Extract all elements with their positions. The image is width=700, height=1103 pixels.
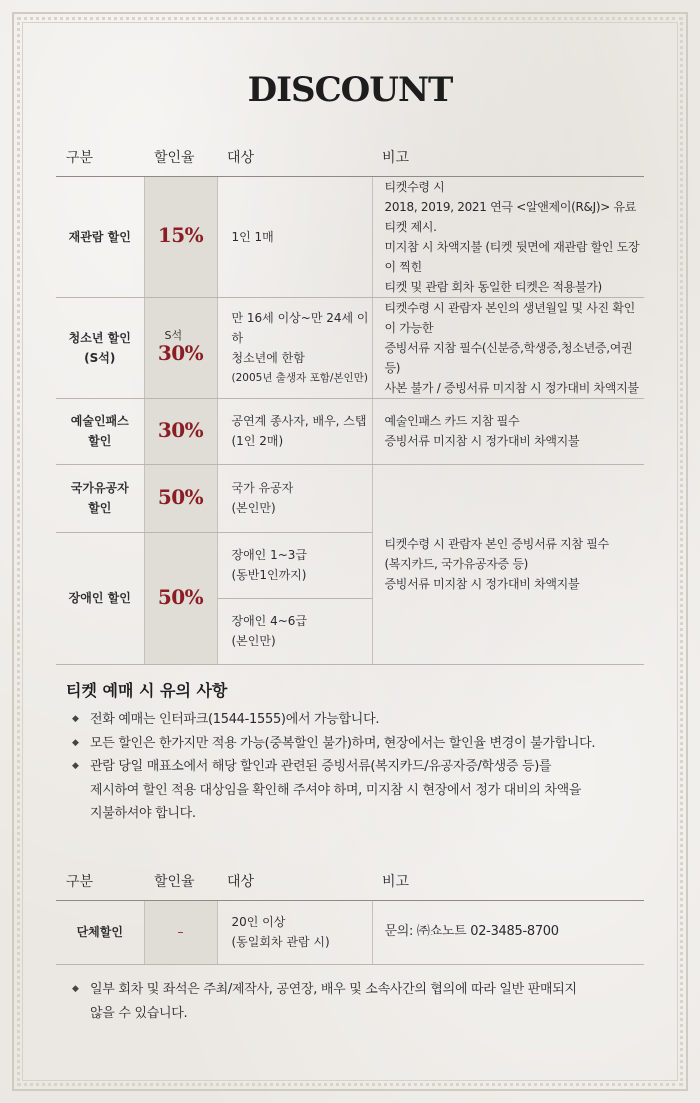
- notice-text: 전화 예매는 인터파크(1544-1555)에서 가능합니다.: [90, 712, 380, 727]
- target-line: 만 16세 이상~만 24세 이하: [231, 310, 369, 345]
- target-line: 20인 이상: [231, 915, 286, 929]
- note-line: 미지참 시 차액지불 (티켓 뒷면에 재관람 할인 도장이 찍힌: [384, 239, 640, 274]
- footnote-text: 않을 수 있습니다.: [90, 1005, 188, 1021]
- list-item: [72, 978, 632, 1002]
- target-line: 청소년에 한함: [231, 350, 305, 365]
- rate-cell: [144, 464, 217, 532]
- header-category: 구분: [56, 862, 144, 900]
- note-cell: [372, 900, 644, 964]
- target-line: (1인 2매): [231, 434, 284, 448]
- category-cell: [56, 900, 144, 964]
- category-cell: [56, 464, 144, 532]
- table-row: [56, 464, 644, 532]
- target-line: 공연계 종사자, 배우, 스탭: [231, 414, 367, 428]
- diamond-bullet-icon: ◆: [72, 761, 79, 771]
- list-item: [72, 732, 652, 756]
- note-line: 증빙서류 미지참 시 정가대비 차액지불: [384, 577, 580, 591]
- header-rate: 할인율: [144, 862, 217, 900]
- target-line: (본인만): [231, 634, 276, 648]
- target-cell: [217, 532, 372, 598]
- header-category: 구분: [56, 138, 144, 176]
- group-discount-table: [56, 862, 644, 965]
- category-cell: [56, 297, 144, 398]
- note-cell: [372, 297, 644, 398]
- category-label: 장애인 할인: [68, 591, 131, 605]
- notice-text: 지불하셔야 합니다.: [90, 806, 196, 821]
- table-row: [56, 176, 644, 297]
- category-cell: [56, 532, 144, 664]
- target-cell: [217, 598, 372, 664]
- diamond-bullet-icon: ◆: [72, 737, 79, 748]
- header-rate: 할인율: [144, 138, 217, 176]
- note-line: 증빙서류 미지참 시 정가대비 차액지불: [384, 434, 580, 448]
- target-line: 국가 유공자: [231, 481, 294, 495]
- notice-text: 관람 당일 매표소에서 해당 할인과 관련된 증빙서류(복지카드/유공자증/학생증 등)를: [90, 759, 552, 774]
- note-line: 예술인패스 카드 지참 필수: [384, 414, 520, 428]
- notice-text: 제시하여 할인 적용 대상임을 확인해 주셔야 하며, 미지참 시 현장에서 정가 대비의 차액을: [90, 782, 582, 798]
- target-line: (본인만): [231, 501, 276, 515]
- footnote: [72, 978, 632, 1025]
- rate-cell: [144, 297, 217, 398]
- note-line: 티켓수령 시 관람자 본인의 생년월일 및 사진 확인이 가능한: [384, 300, 635, 335]
- contact-text: 문의: ㈜쇼노트 02-3485-8700: [384, 924, 559, 939]
- table-header-row: [56, 862, 644, 900]
- list-item-continuation: [72, 779, 652, 803]
- list-item-continuation: [72, 802, 652, 826]
- category-label: 국가유공자: [70, 481, 129, 495]
- category-label: 재관람 할인: [68, 229, 131, 244]
- table-header-row: [56, 138, 644, 176]
- rate-value: 30%: [157, 417, 204, 442]
- note-cell: [372, 398, 644, 464]
- target-line: (동반1인까지): [231, 568, 307, 582]
- category-cell: [56, 398, 144, 464]
- note-cell: [372, 176, 644, 297]
- group-table-wrapper: [56, 862, 644, 965]
- target-cell: [217, 464, 372, 532]
- rate-value: 50%: [157, 484, 204, 509]
- category-label-sub: 할인: [88, 501, 112, 515]
- diamond-bullet-icon: ◆: [72, 714, 79, 724]
- target-label: 1인 1매: [231, 229, 274, 244]
- note-line: 2018, 2019, 2021 연극 <알앤제이(R&J)> 유료티켓 제시.: [384, 199, 637, 234]
- table-row: [56, 398, 644, 464]
- notice-text: 모든 할인은 한가지만 적용 가능(중복할인 불가)하며, 현장에서는 할인율 변경이 불가합니다.: [90, 735, 596, 751]
- category-label: 예술인패스: [70, 414, 129, 428]
- page-title: DISCOUNT: [247, 70, 453, 110]
- target-cell: [217, 398, 372, 464]
- note-line: 티켓수령 시: [384, 179, 445, 194]
- table-row: [56, 297, 644, 398]
- rate-cell: [144, 532, 217, 664]
- table-row: [56, 900, 644, 964]
- rate-value: 15%: [157, 223, 204, 247]
- rate-cell: [144, 398, 217, 464]
- discount-table: [56, 138, 644, 665]
- category-label: 단체할인: [76, 925, 123, 939]
- note-line: 사본 불가 / 증빙서류 미지참 시 정가대비 차액지불: [384, 380, 639, 395]
- target-cell: [217, 900, 372, 964]
- note-line: 티켓 및 관람 회차 동일한 티켓은 적용불가): [384, 279, 602, 294]
- list-item-continuation: [72, 1002, 632, 1026]
- target-line: 장애인 1~3급: [231, 548, 308, 562]
- header-target: 대상: [217, 862, 372, 900]
- shared-note-cell: [372, 464, 644, 664]
- list-item: [72, 755, 652, 779]
- target-sub-line: (2005년 출생자 포함/본인만): [231, 371, 368, 384]
- notice-title: 티켓 예매 시 유의 사항: [66, 681, 228, 700]
- rate-value: 30%: [157, 341, 204, 365]
- footnote-text: 일부 회차 및 좌석은 주최/제작사, 공연장, 배우 및 소속사간의 협의에 따라 일반 판매되지: [90, 982, 577, 997]
- rate-prefix: S석: [164, 329, 183, 342]
- target-line: 장애인 4~6급: [231, 614, 308, 628]
- header-target: 대상: [217, 138, 372, 176]
- category-label-sub: 할인: [88, 434, 112, 448]
- category-label-sub: (S석): [84, 350, 116, 365]
- rate-value: –: [177, 925, 184, 939]
- category-cell: [56, 176, 144, 297]
- notice-list: [72, 708, 652, 826]
- target-cell: [217, 176, 372, 297]
- target-line: (동일회차 관람 시): [231, 935, 330, 949]
- rate-value: 50%: [157, 584, 204, 609]
- header-note: 비고: [372, 862, 644, 900]
- header-note: 비고: [372, 138, 644, 176]
- rate-cell: [144, 176, 217, 297]
- rate-cell: [144, 900, 217, 964]
- discount-table-wrapper: [56, 138, 644, 665]
- note-line: 티켓수령 시 관람자 본인 증빙서류 지참 필수: [384, 537, 609, 551]
- diamond-bullet-icon: ◆: [72, 984, 79, 994]
- category-label: 청소년 할인: [68, 330, 131, 345]
- target-cell: [217, 297, 372, 398]
- list-item: [72, 708, 652, 732]
- note-line: (복지카드, 국가유공자증 등): [384, 557, 529, 571]
- note-line: 증빙서류 지참 필수(신분증,학생증,청소년증,여권 등): [384, 340, 633, 375]
